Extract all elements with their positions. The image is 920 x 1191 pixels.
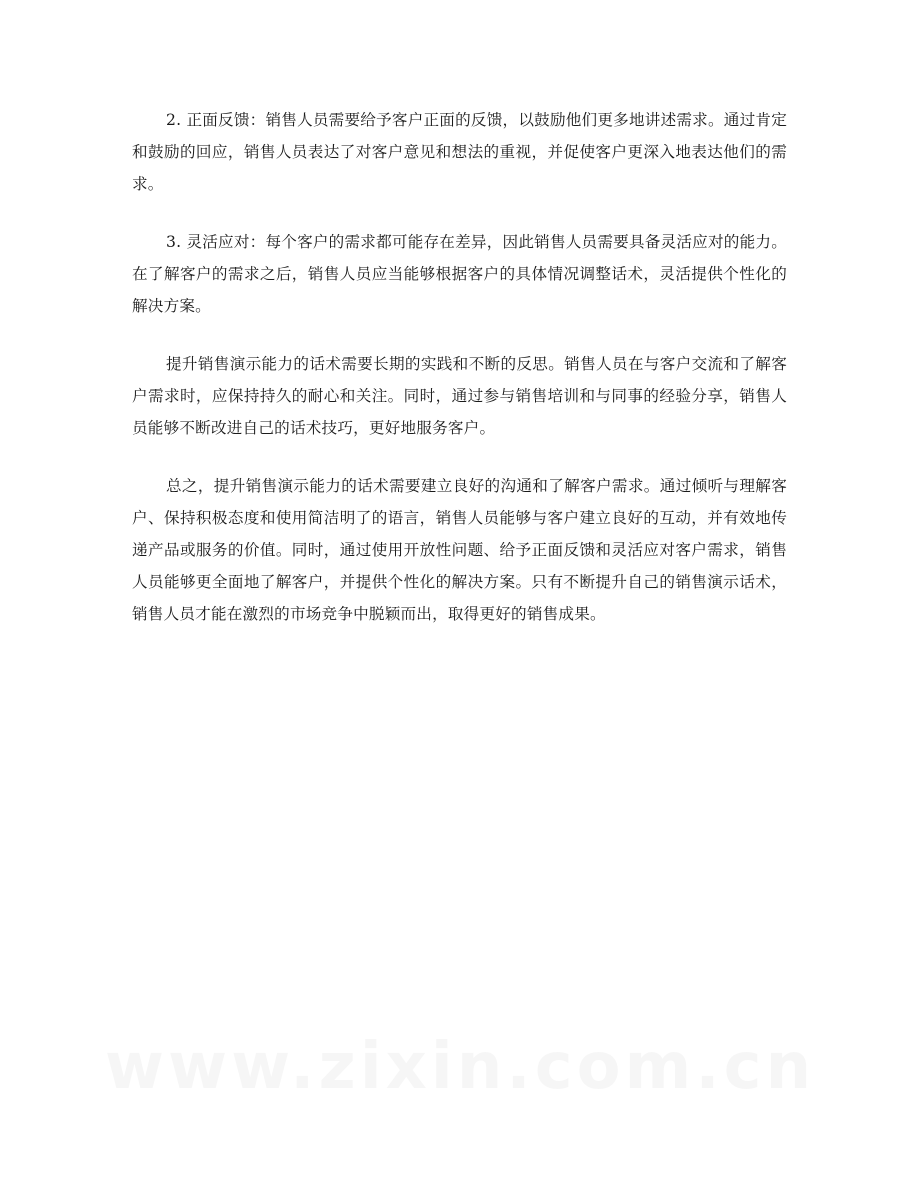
paragraph-positive-feedback: 2. 正面反馈：销售人员需要给予客户正面的反馈，以鼓励他们更多地讲述需求。通过肯定和鼓励的回应，销售人员表达了对客户意见和想法的重视，并促使客户更深入地表达他们的需求。 — [132, 111, 787, 193]
paragraph-conclusion: 总之，提升销售演示能力的话术需要建立良好的沟通和了解客户需求。通过倾听与理解客户、保持积极态度和使用简洁明了的语言，销售人员能够与客户建立良好的互动，并有效地传递产品或服务的价值。同时，通过使用开放性问题、给予正面反馈和灵活应对客户需求，销售人员能够更全面地了解客户，并提供个性化的解决方案。只有不断提升自己的销售演示话术，销售人员才能在激烈的市场竞争中脱颖而出，取得更好的销售成果。 — [132, 477, 787, 623]
document-body — [132, 104, 787, 656]
watermark — [0, 1030, 920, 1104]
paragraph-practice-reflection: 提升销售演示能力的话术需要长期的实践和不断的反思。销售人员在与客户交流和了解客户需求时，应保持持久的耐心和关注。同时，通过参与销售培训和与同事的经验分享，销售人员能够不断改进自己的话术技巧，更好地服务客户。 — [132, 355, 787, 437]
paragraph-flexible-response: 3. 灵活应对：每个客户的需求都可能存在差异，因此销售人员需要具备灵活应对的能力。在了解客户的需求之后，销售人员应当能够根据客户的具体情况调整话术，灵活提供个性化的解决方案。 — [132, 233, 787, 315]
